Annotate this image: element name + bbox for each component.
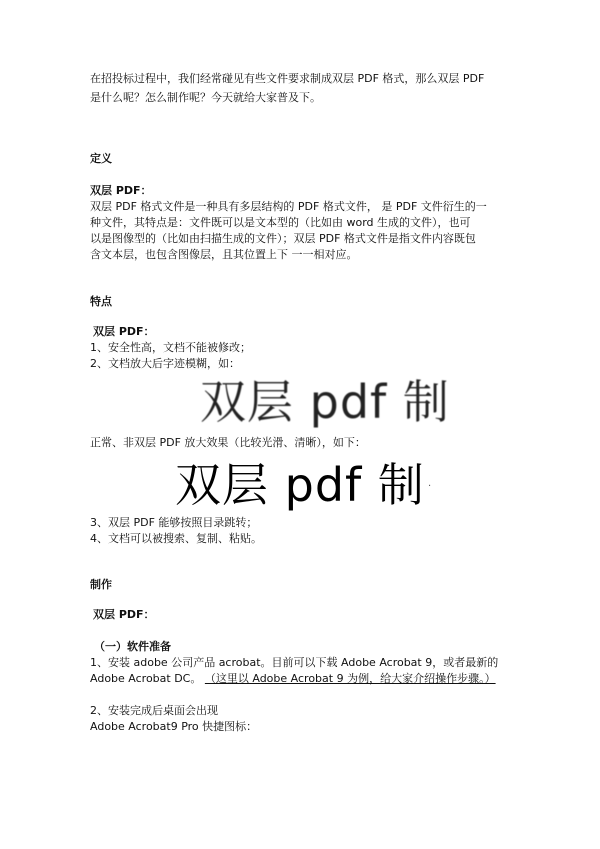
definition-line-3: 以是图像型的（比如由扫描生成的文件）；双层 PDF 格式文件是指文件内容既包 xyxy=(90,232,476,245)
dot-mark: · xyxy=(428,481,432,492)
blurry-text-sample: 双层 pdf 制 xyxy=(200,375,450,429)
making-heading: 制作 xyxy=(90,578,112,591)
feature-item-3: 3、双层 PDF 能够按照目录跳转； xyxy=(90,516,258,529)
definition-line-2: 种文件，其特点是：文件既可以是文本型的（比如由 word 生成的文件），也可 xyxy=(90,216,471,229)
normal-caption: 正常、非双层 PDF 放大效果（比较光滑、清晰），如下： xyxy=(90,436,366,449)
features-subheading: 双层 PDF： xyxy=(93,325,155,338)
intro-line-2: 是什么呢？怎么制作呢？今天就给大家普及下。 xyxy=(90,91,321,104)
making-subheading: 双层 PDF： xyxy=(93,608,155,621)
step2-line-1: 2、安装完成后桌面会出现 xyxy=(90,704,218,717)
definition-subheading: 双层 PDF： xyxy=(90,184,152,197)
step1-line-2-plain: Adobe Acrobat DC。 xyxy=(90,672,202,685)
step1-line-2-underlined: （这里以 Adobe Acrobat 9 为例，给大家介绍操作步骤。） xyxy=(204,672,496,685)
feature-item-2: 2、文档放大后字迹模糊，如： xyxy=(90,357,240,370)
step2-line-2: Adobe Acrobat9 Pro 快捷图标： xyxy=(90,720,258,733)
intro-line-1: 在招投标过程中，我们经常碰见有些文件要求制成双层 PDF 格式，那么双层 PDF xyxy=(90,72,485,85)
definition-line-1: 双层 PDF 格式文件是一种具有多层结构的 PDF 格式文件， 是 PDF 文件衍生的一 xyxy=(90,200,487,213)
feature-item-4: 4、文档可以被搜索、复制、粘贴。 xyxy=(90,532,262,545)
definition-line-4: 含文本层，也包含图像层，且其位置上下 一一相对应。 xyxy=(90,248,358,261)
sharp-text-sample: 双层 pdf 制 xyxy=(175,458,425,512)
step1-line-1: 1、安装 adobe 公司产品 acrobat。目前可以下载 Adobe Acrobat 9，或者最新的 xyxy=(90,656,499,669)
step1-line-2 xyxy=(90,670,510,688)
section1-heading: （一）软件准备 xyxy=(94,640,171,653)
definition-heading: 定义 xyxy=(90,152,112,165)
feature-item-1: 1、安全性高，文档不能被修改； xyxy=(90,341,251,354)
features-heading: 特点 xyxy=(90,295,112,308)
